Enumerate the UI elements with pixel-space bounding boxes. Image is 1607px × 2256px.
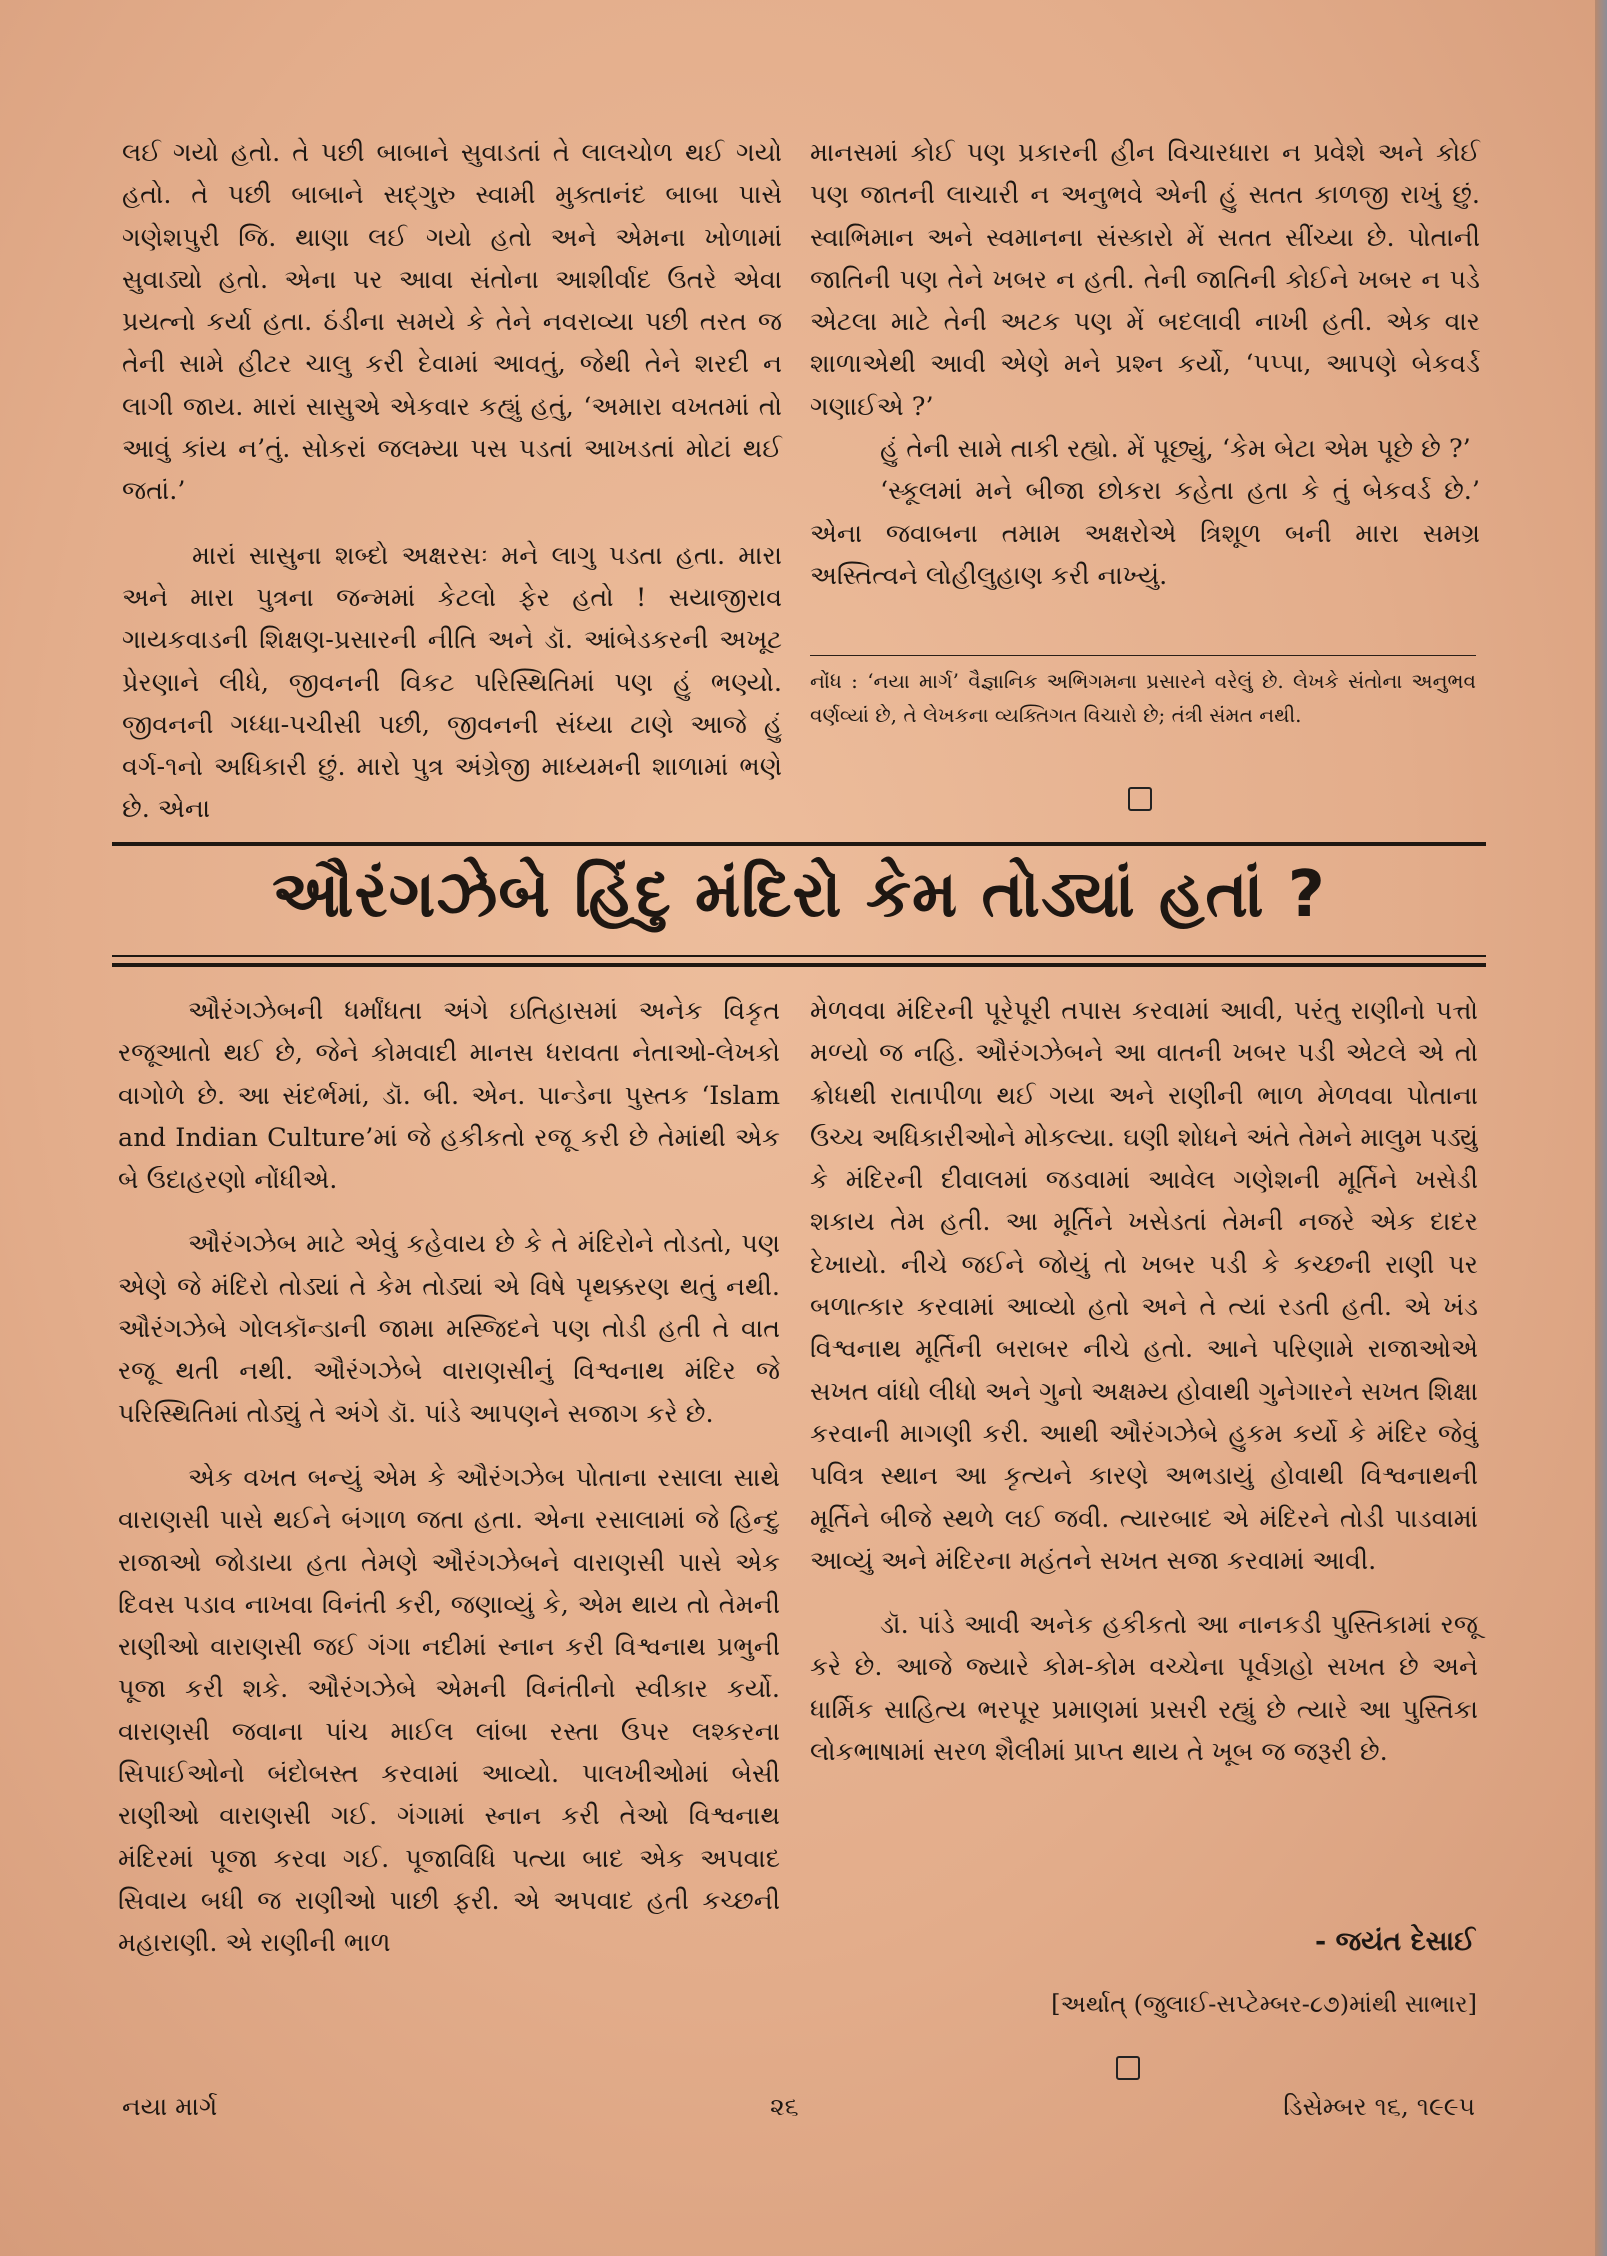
article-column-right xyxy=(810,990,1478,1773)
paragraph: મારાં સાસુના શબ્દો અક્ષરસઃ મને લાગુ પડતા હતા. મારા અને મારા પુત્રના જન્મમાં કેટલો ફેર હતો ! સયાજીરાવ ગાયકવાડની શિક્ષણ-પ્રસારની નીતિ અને ડૉ. આંબેડકરની અખૂટ પ્રેરણાને લીધે, જીવનની વિકટ પરિસ્થિતિમાં પણ હું ભણ્યો. જીવનની ગધ્ધા-પચીસી પછી, જીવનની સંધ્યા ટાણે આજે હું વર્ગ-૧નો અધિકારી છું. મારો પુત્ર અંગ્રેજી માધ્યમની શાળામાં ભણે છે. એના xyxy=(122,540,782,825)
previous-article-column-right xyxy=(810,132,1480,597)
paragraph: હું તેની સામે તાકી રહ્યો. મેં પૂછ્યું, ‘કેમ બેટા એમ પૂછે છે ?’ xyxy=(880,434,1471,465)
source-credit: [અર્થાત્ (જુલાઈ-સપ્ટેમ્બર-૮૭)માંથી સાભાર] xyxy=(1051,1990,1477,2018)
end-of-article-square-icon xyxy=(1128,787,1152,811)
paragraph: માનસમાં કોઈ પણ પ્રકારની હીન વિચારધારા ન પ્રવેશે અને કોઈ પણ જાતની લાચારી ન અનુભવે એની હું સતત કાળજી રાખું છું. સ્વાભિમાન અને સ્વમાનના સંસ્કારો મેં સતત સીંચ્યા છે. પોતાની જાતિની પણ તેને ખબર ન હતી. તેની જાતિની કોઈને ખબર ન પડે એટલા માટે તેની અટક પણ મેં બદલાવી નાખી હતી. એક વાર શાળાએથી આવી એણે મને પ્રશ્ન કર્યો, ‘પપ્પા, આપણે બેકવર્ડ ગણાઈએ ?’ xyxy=(810,138,1480,422)
end-of-article-square-icon xyxy=(1116,2056,1140,2080)
paragraph: મેળવવા મંદિરની પૂરેપૂરી તપાસ કરવામાં આવી, પરંતુ રાણીનો પત્તો મળ્યો જ નહિ. ઔરંગઝેબને આ વાતની ખબર પડી એટલે એ તો ક્રોધથી રાતાપીળા થઈ ગયા અને રાણીની ભાળ મેળવવા પોતાના ઉચ્ચ અધિકારીઓને મોકલ્યા. ઘણી શોધને અંતે તેમને માલુમ પડ્યું કે મંદિરની દીવાલમાં જડવામાં આવેલ ગણેશની મૂર્તિને ખસેડી શકાય તેમ હતી. આ મૂર્તિને ખસેડતાં તેમની નજરે એક દાદર દેખાયો. નીચે જઈને જોયું તો ખબર પડી કે કચ્છની રાણી પર બળાત્કાર કરવામાં આવ્યો હતો અને તે ત્યાં રડતી હતી. એ ખંડ વિશ્વનાથ મૂર્તિની બરાબર નીચે હતો. આને પરિણામે રાજાઓએ સખત વાંધો લીધો અને ગુનો અક્ષમ્ય હોવાથી ગુનેગારને સખત શિક્ષા કરવાની માગણી કરી. આથી ઔરંગઝેબે હુકમ કર્યો કે મંદિર જેવું પવિત્ર સ્થાન આ કૃત્યને કારણે અભડાયું હોવાથી વિશ્વનાથની મૂર્તિને બીજે સ્થળે લઈ જવી. ત્યારબાદ એ મંદિરને તોડી પાડવામાં આવ્યું અને મંદિરના મહંતને સખત સજા કરવામાં આવી. xyxy=(810,996,1478,1576)
divider-rule xyxy=(112,955,1486,957)
paragraph: લઈ ગયો હતો. તે પછી બાબાને સુવાડતાં તે લાલચોળ થઈ ગયો હતો. તે પછી બાબાને સદ્ગુરુ સ્વામી મુક્તાનંદ બાબા પાસે ગણેશપુરી જિ. થાણા લઈ ગયો હતો અને એમના ખોળામાં સુવાડ્યો હતો. એના પર આવા સંતોના આશીર્વાદ ઉતરે એવા પ્રયત્નો કર્યા હતા. ઠંડીના સમયે કે તેને નવરાવ્યા પછી તરત જ તેની સામે હીટર ચાલુ કરી દેવામાં આવતું, જેથી તેને શરદી ન લાગી જાય. મારાં સાસુએ એકવાર કહ્યું હતું, ‘અમારા વખતમાં તો આવું કાંય ન’તું. સોકરાં જલમ્યા પસ પડતાં આખડતાં મોટાં થઈ જતાં.’ xyxy=(122,138,782,507)
divider-rule xyxy=(112,963,1486,967)
paragraph: ઔરંગઝેબની ધર્માંધતા અંગે ઇતિહાસમાં અનેક વિકૃત રજૂઆતો થઈ છે, જેને કોમવાદી માનસ ધરાવતા નેતાઓ-લેખકો વાગોળે છે. આ સંદર્ભમાં, ડૉ. બી. એન. પાન્ડેના પુસ્તક ‘Islam and Indian Culture’માં જે હકીકતો રજૂ કરી છે તેમાંથી એક બે ઉદાહરણો નોંધીએ. xyxy=(118,996,780,1196)
footer-date: ડિસેમ્બર ૧૬, ૧૯૯૫ xyxy=(1283,2092,1475,2121)
article-headline: ઔરંગઝેબે હિંદુ મંદિરો કેમ તોડ્યાં હતાં ? xyxy=(272,858,1326,932)
article-column-left xyxy=(118,990,780,1965)
previous-article-column-left xyxy=(122,132,782,831)
paragraph: ઔરંગઝેબ માટે એવું કહેવાય છે કે તે મંદિરોને તોડતો, પણ એણે જે મંદિરો તોડ્યાં તે કેમ તોડ્યાં એ વિષે પૃથક્કરણ થતું નથી. ઔરંગઝેબે ગોલકૉન્ડાની જામા મસ્જિદને પણ તોડી હતી તે વાત રજૂ થતી નથી. ઔરંગઝેબે વારાણસીનું વિશ્વનાથ મંદિર જે પરિસ્થિતિમાં તોડ્યું તે અંગે ડૉ. પાંડે આપણને સજાગ કરે છે. xyxy=(118,1229,780,1429)
paragraph: ડૉ. પાંડે આવી અનેક હકીકતો આ નાનકડી પુસ્તિકામાં રજૂ કરે છે. આજે જ્યારે કોમ-કોમ વચ્ચેના પૂર્વગ્રહો સખત છે અને ધાર્મિક સાહિત્ય ભરપૂર પ્રમાણમાં પ્રસરી રહ્યું છે ત્યારે આ પુસ્તિકા લોકભાષામાં સરળ શૈલીમાં પ્રાપ્ત થાય તે ખૂબ જ જરૂરી છે. xyxy=(810,1610,1478,1768)
divider-rule xyxy=(112,842,1486,846)
editor-note: નોંધ : ‘નયા માર્ગ’ વૈજ્ઞાનિક અભિગમના પ્રસારને વરેલું છે. લેખકે સંતોના અનુભવ વર્ણવ્યાં છે, તે લેખકના વ્યક્તિગત વિચારો છે; તંત્રી સંમત નથી. xyxy=(810,655,1476,732)
paragraph: એક વખત બન્યું એમ કે ઔરંગઝેબ પોતાના રસાલા સાથે વારાણસી પાસે થઈને બંગાળ જતા હતા. એના રસાલામાં જે હિન્દુ રાજાઓ જોડાયા હતા તેમણે ઔરંગઝેબને વારાણસી પાસે એક દિવસ પડાવ નાખવા વિનંતી કરી, જણાવ્યું કે, એમ થાય તો તેમની રાણીઓ વારાણસી જઈ ગંગા નદીમાં સ્નાન કરી વિશ્વનાથ પ્રભુની પૂજા કરી શકે. ઔરંગઝેબે એમની વિનંતીનો સ્વીકાર કર્યો. વારાણસી જવાના પાંચ માઈલ લાંબા રસ્તા ઉપર લશ્કરના સિપાઈઓનો બંદોબસ્ત કરવામાં આવ્યો. પાલખીઓમાં બેસી રાણીઓ વારાણસી ગઈ. ગંગામાં સ્નાન કરી તેઓ વિશ્વનાથ મંદિરમાં પૂજા કરવા ગઈ. પૂજાવિધિ પત્યા બાદ એક અપવાદ સિવાય બધી જ રાણીઓ પાછી ફરી. એ અપવાદ હતી કચ્છની મહારાણી. એ રાણીની ભાળ xyxy=(118,1462,780,1959)
footer-page-number: ૨૬ xyxy=(770,2092,799,2121)
footer-magazine-name: નયા માર્ગ xyxy=(122,2092,218,2121)
author-signature: - જયંત દેસાઈ xyxy=(1315,1926,1475,1957)
page-edge xyxy=(1595,0,1607,2256)
paragraph: ‘સ્કૂલમાં મને બીજા છોકરા કહેતા હતા કે તું બેકવર્ડ છે.’ એના જવાબના તમામ અક્ષરોએ ત્રિશૂળ બની મારા સમગ્ર અસ્તિત્વને લોહીલુહાણ કરી નાખ્યું. xyxy=(810,476,1480,591)
